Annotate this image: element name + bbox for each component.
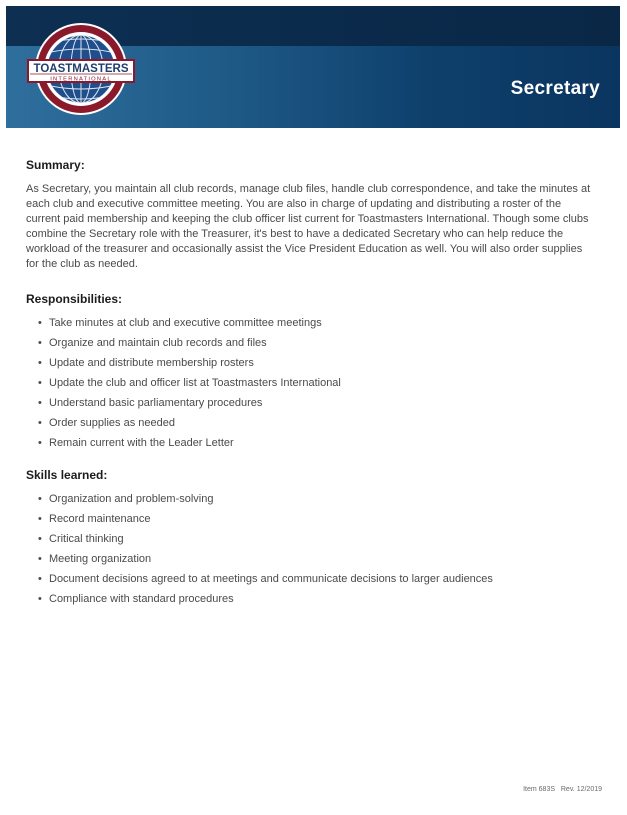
toastmasters-logo — [26, 20, 136, 118]
bullet-icon: • — [38, 437, 42, 449]
summary-text: As Secretary, you maintain all club records, manage club files, handle club correspondence, and take the minutes at each club and executive committee meeting. You are also in charge of updating and distributing a roster of the current paid membership and keeping the club officer list current for Toastmasters International. Though some clubs combine the Secretary role with the Treasurer, it's best to have a dedicated Secretary who can help reduce the workload of the treasurer and occasionally assist the Vice President Education as well. You will also order supplies for the club as needed. — [26, 183, 591, 270]
skills-heading: Skills learned: — [26, 468, 108, 482]
bullet-icon: • — [38, 317, 42, 329]
bullet-icon: • — [38, 397, 42, 409]
list-item-text: Take minutes at club and executive committee meetings — [49, 317, 322, 329]
list-item — [26, 336, 596, 350]
footer-item-code — [523, 786, 602, 793]
list-item — [26, 532, 596, 546]
list-item-text: Organization and problem-solving — [49, 493, 214, 505]
list-item-text: Update and distribute membership rosters — [49, 357, 254, 369]
bullet-icon: • — [38, 533, 42, 545]
list-item — [26, 436, 596, 450]
skills-list — [26, 492, 596, 606]
bullet-icon: • — [38, 593, 42, 605]
list-item-text: Record maintenance — [49, 513, 151, 525]
content — [26, 158, 596, 624]
summary-heading: Summary: — [26, 158, 85, 172]
bullet-icon: • — [38, 553, 42, 565]
list-item-text: Order supplies as needed — [49, 417, 175, 429]
list-item-text: Understand basic parliamentary procedures — [49, 397, 263, 409]
list-item — [26, 492, 596, 506]
logo-wordmark: TOASTMASTERS — [33, 63, 129, 75]
list-item — [26, 376, 596, 390]
list-item-text: Meeting organization — [49, 553, 152, 565]
toastmasters-logo-icon — [26, 20, 136, 118]
bullet-icon: • — [38, 513, 42, 525]
list-item — [26, 512, 596, 526]
list-item-text: Document decisions agreed to at meetings and communicate decisions to larger audiences — [49, 573, 493, 585]
footer-rev: Rev. 12/2019 — [560, 786, 602, 793]
bullet-icon: • — [38, 377, 42, 389]
list-item — [26, 572, 596, 586]
list-item-text: Remain current with the Leader Letter — [49, 437, 234, 449]
list-item — [26, 356, 596, 370]
bullet-icon: • — [38, 573, 42, 585]
list-item — [26, 396, 596, 410]
logo-subtext: INTERNATIONAL — [50, 76, 112, 83]
list-item — [26, 316, 596, 330]
list-item — [26, 552, 596, 566]
responsibilities-heading: Responsibilities: — [26, 292, 123, 306]
list-item-text: Compliance with standard procedures — [49, 593, 234, 605]
responsibilities-list — [26, 316, 596, 450]
list-item-text: Update the club and officer list at Toastmasters International — [49, 377, 341, 389]
footer-item: Item 683S — [523, 786, 556, 793]
page-title: Secretary — [510, 78, 600, 99]
bullet-icon: • — [38, 357, 42, 369]
bullet-icon: • — [38, 337, 42, 349]
list-item — [26, 592, 596, 606]
list-item-text: Critical thinking — [49, 533, 124, 545]
list-item-text: Organize and maintain club records and files — [49, 337, 267, 349]
bullet-icon: • — [38, 417, 42, 429]
list-item — [26, 416, 596, 430]
bullet-icon: • — [38, 493, 42, 505]
